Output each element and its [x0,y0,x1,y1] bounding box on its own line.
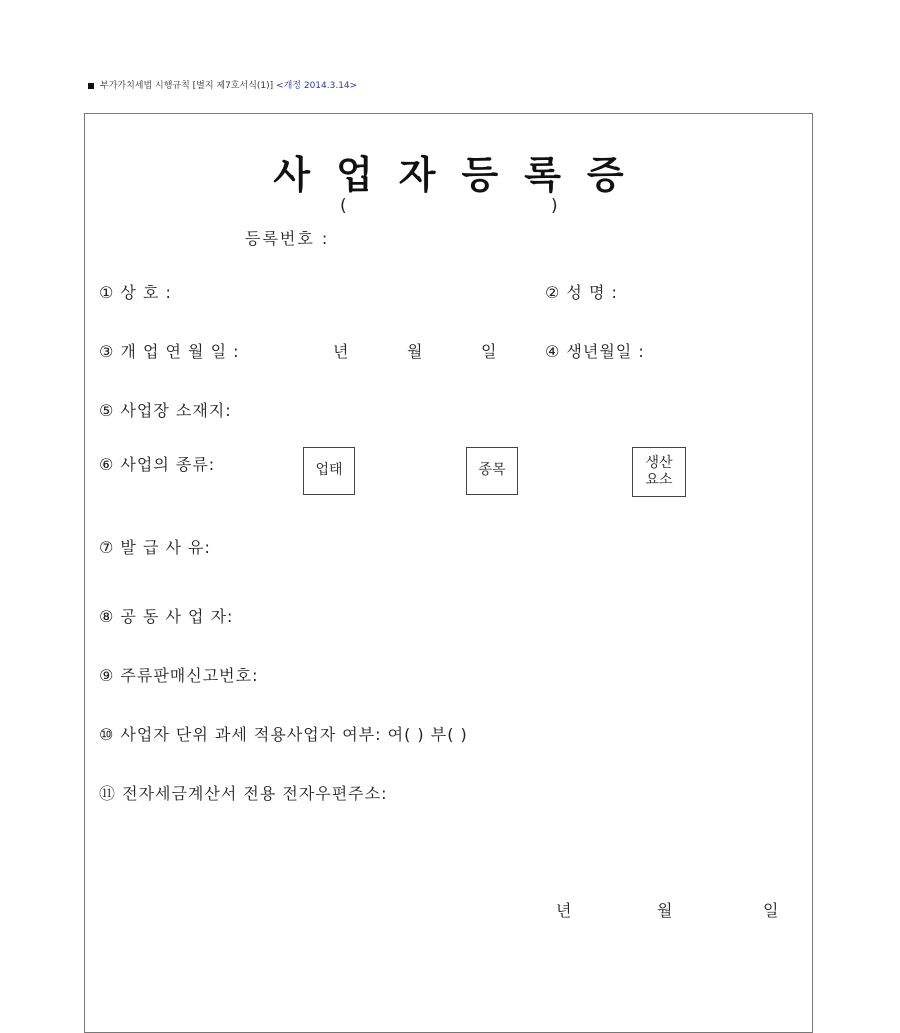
revision-date: <개정 2014.3.14> [276,81,358,91]
document-title: 사업자등록증 [273,153,650,197]
issue-reason-field: ⑦ 발 급 사 유: [99,538,211,557]
business-item-label: 종목 [478,462,506,479]
open-date-field: ③ 개 업 연 월 일 : [99,342,240,361]
business-type-field: ⑥ 사업의 종류: [99,455,216,474]
business-location-field: ⑤ 사업장 소재지: [99,401,232,420]
paren-close: ) [551,196,558,216]
trade-name-field: ① 상 호 : [99,283,172,302]
form-reference-line [88,78,357,91]
business-category-box [303,447,355,495]
name-field: ② 성 명 : [545,283,618,302]
open-month-unit: 월 [407,342,423,361]
open-year-unit: 년 [333,342,349,361]
certificate-document [84,113,813,1033]
liquor-report-field: ⑨ 주류판매신고번호: [99,666,259,685]
paren-open: ( [340,196,347,216]
form-reference: 부가가치세법 시행규칙 [별지 제7호서식(1)] [100,81,274,91]
business-category-label: 업태 [315,462,343,479]
issue-month-unit: 월 [657,901,673,920]
birth-date-field: ④ 생년월일 : [545,342,645,361]
issue-day-unit: 일 [763,901,779,920]
co-owner-field: ⑧ 공 동 사 업 자: [99,607,234,626]
production-factor-label-2: 요소 [645,472,673,488]
production-factor-label-1: 생산 [645,454,673,471]
registration-number-label: 등록번호 : [245,229,330,248]
issue-year-unit: 년 [556,901,572,920]
open-day-unit: 일 [481,342,497,361]
unit-tax-field: ⑩ 사업자 단위 과세 적용사업자 여부: 여( ) 부( ) [99,725,468,744]
production-factor-box [632,447,686,497]
square-bullet-icon [88,83,94,89]
email-field: ⑪ 전자세금계산서 전용 전자우편주소: [99,784,388,803]
business-item-box [466,447,518,495]
